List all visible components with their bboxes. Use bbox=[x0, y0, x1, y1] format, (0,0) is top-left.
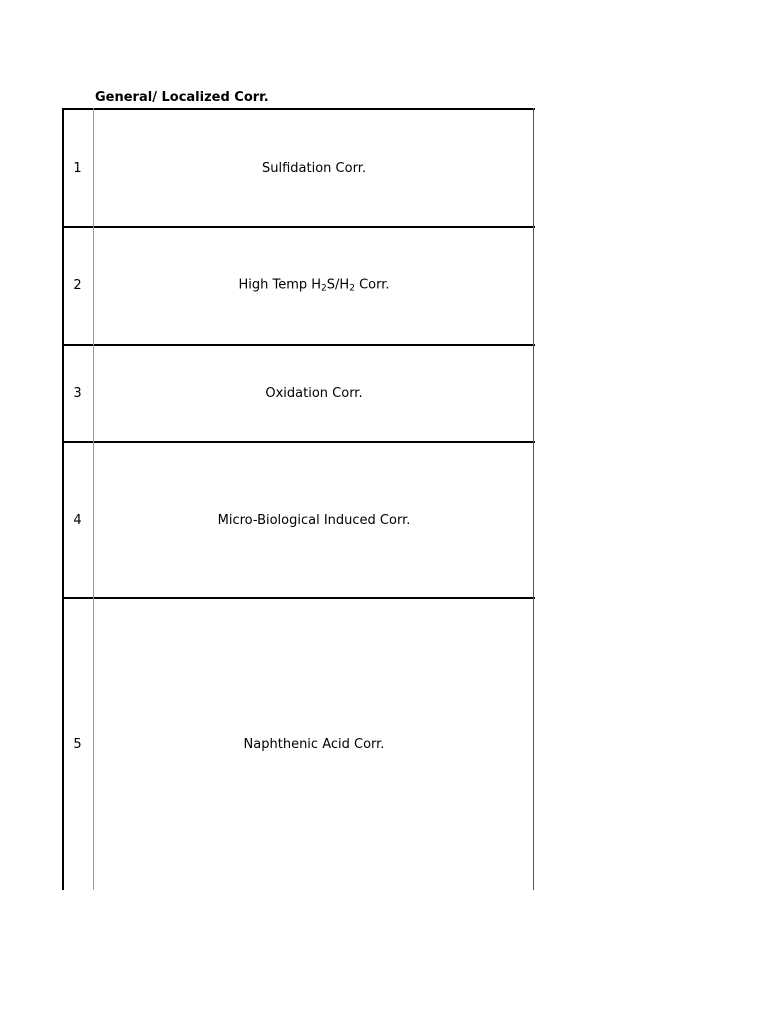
subscript-2: 2 bbox=[349, 283, 355, 294]
table-row bbox=[62, 597, 535, 890]
row-label: Micro-Biological Induced Corr. bbox=[217, 512, 411, 528]
subscript-2: 2 bbox=[321, 283, 327, 294]
table-left-border bbox=[62, 108, 64, 890]
row-label: Oxidation Corr. bbox=[265, 386, 363, 401]
row-label-part: S/H bbox=[326, 277, 350, 293]
row-number: 1 bbox=[73, 160, 82, 176]
table-row bbox=[62, 441, 535, 598]
row-label: Sulfidation Corr. bbox=[262, 160, 366, 176]
column-divider bbox=[93, 108, 94, 890]
table-row bbox=[62, 226, 535, 344]
row-label-part: High Temp H bbox=[238, 277, 322, 293]
row-label bbox=[94, 278, 534, 295]
corrosion-table bbox=[62, 108, 535, 890]
table-row bbox=[62, 344, 535, 442]
row-number: 4 bbox=[73, 512, 82, 528]
row-number: 3 bbox=[73, 386, 82, 401]
row-label: Naphthenic Acid Corr. bbox=[243, 736, 385, 752]
row-label-part: Corr. bbox=[354, 277, 390, 293]
row-number: 2 bbox=[73, 278, 82, 293]
table-right-border bbox=[533, 108, 534, 890]
section-heading: General/ Localized Corr. bbox=[95, 90, 269, 105]
table-row bbox=[62, 108, 535, 227]
row-number: 5 bbox=[73, 736, 82, 752]
